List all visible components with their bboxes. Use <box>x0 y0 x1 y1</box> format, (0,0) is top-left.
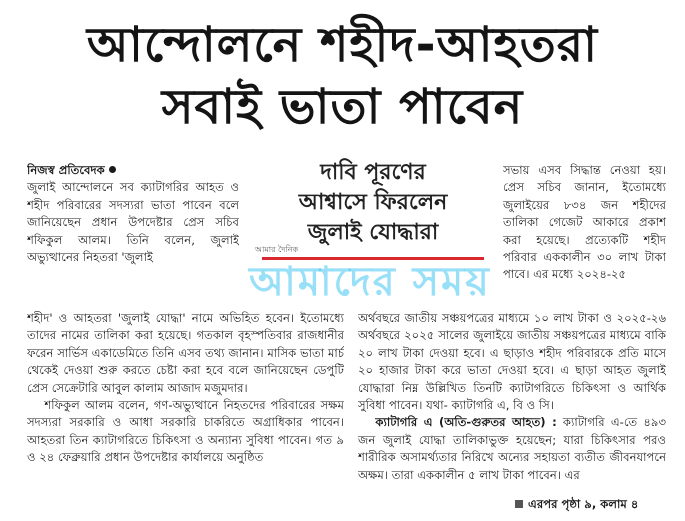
article-paragraph-3: অর্থবছরে জাতীয় সঞ্চয়পত্রের মাধ্যমে ১০ লাখ টাকা ও ২০২৫-২৬ অর্থবছরে ২০২৫ সালের জুলাইয়ে জাতীয় সঞ্চয়পত্রের মাধ্যমে বাকি ২০ লাখ টাকা দেওয়া হবে। এ ছাড়াও শহীদ পরিবারকে প্রতি মাসে ২০ হাজার টাকা করে ভাতা দেওয়া হবে। এ ছাড়া আহত জুলাই যোদ্ধারা নিম্ন উল্লিখিত তিনটি ক্যাটাগরিতে চিকিৎসা ও আর্থিক সুবিধা পাবেন। যথা- ক্যাটাগরি এ, বি ও সি। <box>358 311 666 413</box>
category-a-lead: ক্যাটাগরি এ (অতি-গুরুতর আহত) : <box>375 415 557 430</box>
watermark-logo: আমাদের সময় <box>249 259 491 305</box>
article-paragraph-1: শহীদ' ও আহতরা 'জুলাই যোদ্ধা' নামে অভিহিত হবেন। ইতোমধ্যে তাদের নামের তালিকা করা হয়েছে। গতকাল বৃহস্পতিবার রাজধানীর ফরেন সার্ভিস একাডেমিতে তিনি এসব তথ্য জানান। মাসিক ভাতা মার্চ থেকেই দেওয়া শুরু করতে চেষ্টা করা হবে বলে জানিয়েছেন ডেপুটি প্রেস সেক্রেটারি আবুল কালাম আজাদ মজুমদার। <box>27 311 344 395</box>
kicker-line-2: আশ্বাসে ফিরলেন <box>298 190 448 215</box>
headline-line-1: আন্দোলনে শহীদ-আহতরা <box>86 17 599 73</box>
kicker-line-1: দাবি পূরণের <box>320 160 426 185</box>
watermark-small-text: আমার দৈনিক <box>255 245 299 254</box>
article-paragraph-right: সভায় এসব সিদ্ধান্ত নেওয়া হয়। প্রেস সচিব জানান, ইতোমধ্যে জুলাইয়ের ৮৩৪ জন শহীদের তালিকা গেজেট আকারে প্রকাশ করা হয়েছে। প্রত্যেকটি শহীদ পরিবার এককালীন ৩০ লাখ টাকা পাবে। এর মধ্যে ২০২৪-২৫ <box>503 163 666 282</box>
kicker-subheadline <box>250 158 496 248</box>
continued-text: এরপর পৃষ্ঠা ৯, কলাম ৪ <box>528 497 639 511</box>
byline: নিজস্ব প্রতিবেদক <box>27 163 105 177</box>
article-paragraph-left: জুলাই আন্দোলনে সব ক্যাটাগরির আহত ও শহীদ পরিবারের সদস্যরা ভাতা পাবেন বলে জানিয়েছেন প্রধান উপদেষ্টার প্রেস সচিব শফিকুল আলম। তিনি বলেন, জুলাই অভ্যুত্থানের নিহতরা 'জুলাই <box>27 180 239 265</box>
category-a-body: ক্যাটাগরি এ-তে ৪৯৩ জন জুলাই যোদ্ধা তালিকাভুক্ত হয়েছেন; যারা চিকিৎসার পরও শারীরিক অসামর্থ্যতার নিরিখে অন্যের সহায়তা ব্যতীত জীবনযাপনে অক্ষম। তারা এককালীন ৫ লাখ টাকা পাবেন। এর <box>358 415 666 482</box>
square-bullet-icon <box>515 500 523 508</box>
article-paragraph-2: শফিকুল আলম বলেন, গণ-অভ্যুত্থানে নিহতদের পরিবারের সক্ষম সদস্যরা সরকারি ও আধা সরকারি চাকরিতে অগ্রাধিকার পাবেন। আহতরা তিন ক্যাটাগরিতে চিকিৎসা ও অন্যান্য সুবিধা পাবেন। গত ৯ ও ২৪ ফেব্রুয়ারি প্রধান উপদেষ্টার কার্যালয়ে অনুষ্ঠিত <box>27 398 344 465</box>
article-column-lower-right <box>358 310 666 496</box>
kicker-line-3: জুলাই যোদ্ধারা <box>307 220 439 245</box>
continued-on-page-link[interactable] <box>515 496 638 515</box>
bullet-icon <box>109 166 116 173</box>
article-column-lower-left <box>27 310 344 496</box>
headline <box>0 14 685 138</box>
headline-line-2: সবাই ভাতা পাবেন <box>161 79 524 135</box>
